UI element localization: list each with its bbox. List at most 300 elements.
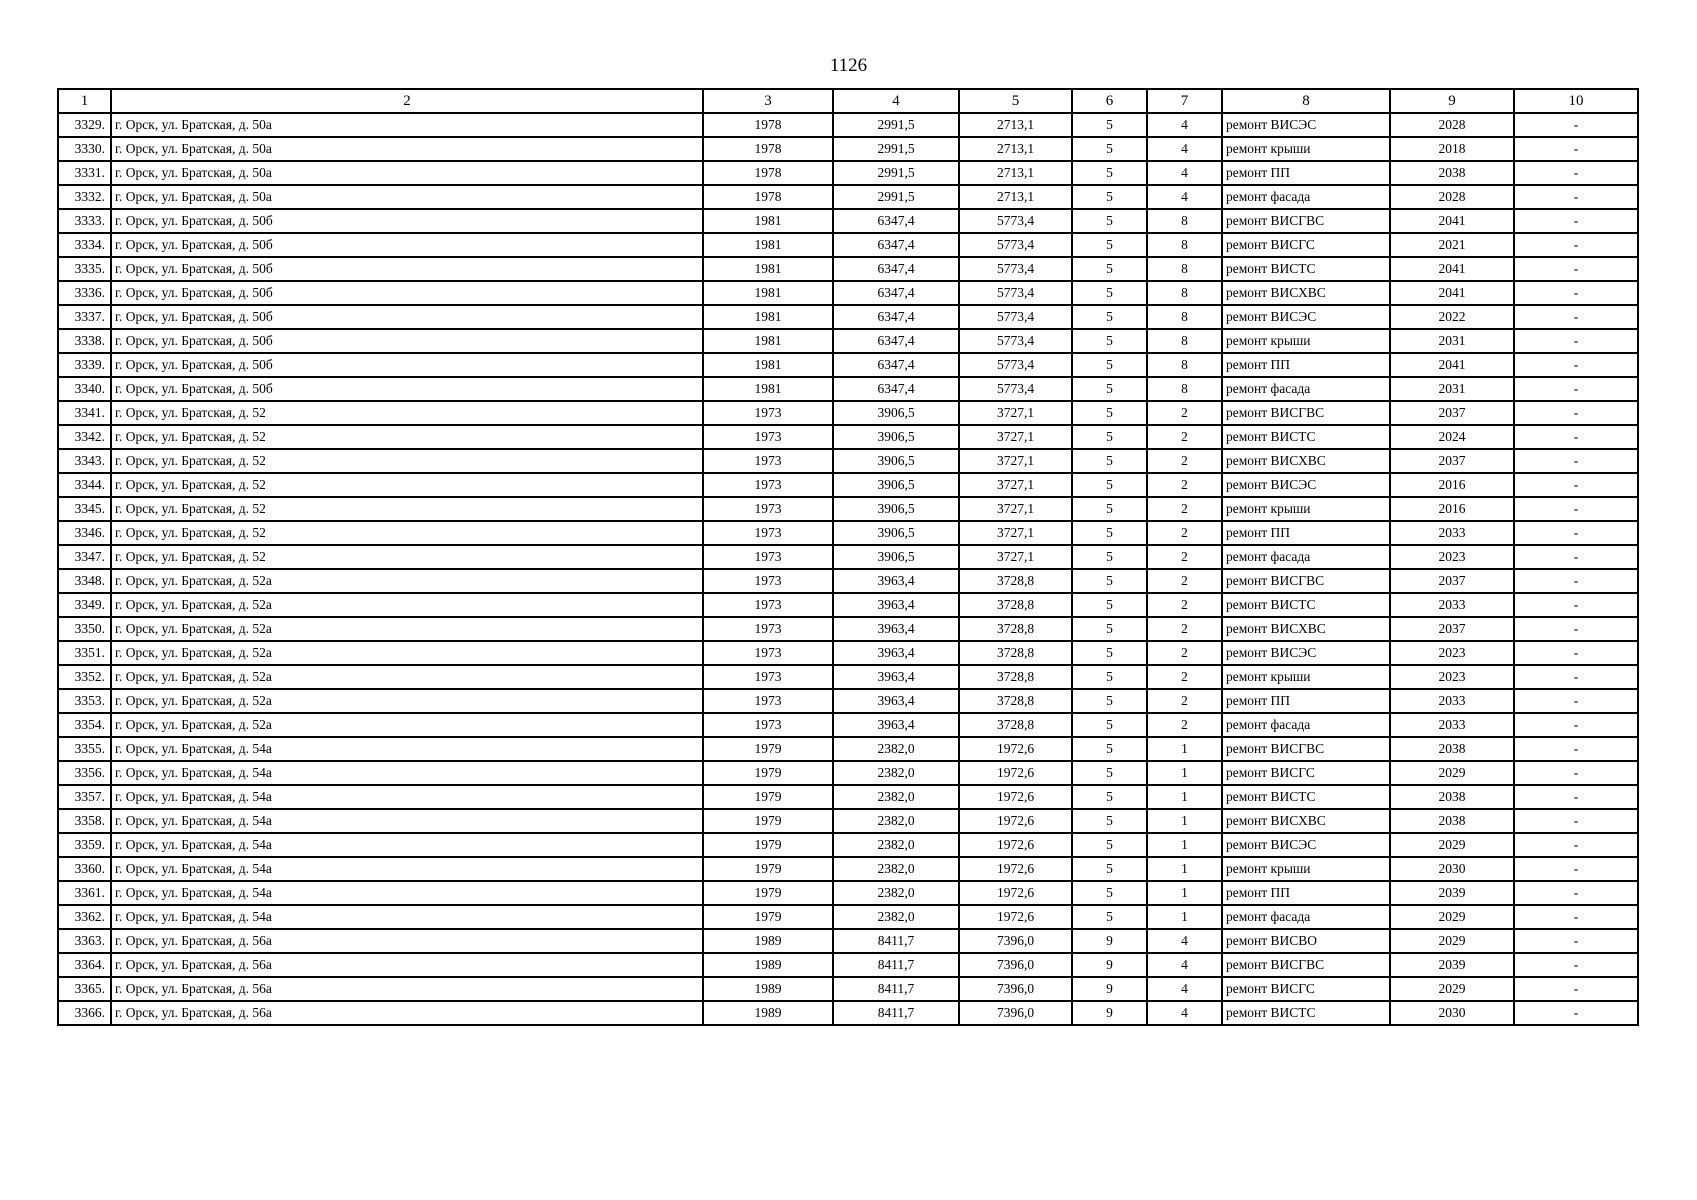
column-header: 8 (1222, 89, 1390, 113)
address-cell: г. Орск, ул. Братская, д. 52а (111, 665, 703, 689)
address-cell: г. Орск, ул. Братская, д. 52 (111, 473, 703, 497)
address-cell: г. Орск, ул. Братская, д. 52 (111, 401, 703, 425)
planned-year-cell: 2021 (1390, 233, 1514, 257)
note-cell: - (1514, 761, 1638, 785)
year-built-cell: 1981 (703, 377, 833, 401)
total-area-cell: 3963,4 (833, 641, 959, 665)
column-header: 5 (959, 89, 1072, 113)
living-area-cell: 1972,6 (959, 881, 1072, 905)
address-cell: г. Орск, ул. Братская, д. 54а (111, 905, 703, 929)
floors-cell: 5 (1072, 785, 1147, 809)
entrances-cell: 4 (1147, 137, 1222, 161)
planned-year-cell: 2029 (1390, 761, 1514, 785)
entrances-cell: 2 (1147, 473, 1222, 497)
note-cell: - (1514, 329, 1638, 353)
table-row (58, 641, 1638, 665)
repair-type-cell: ремонт крыши (1222, 857, 1390, 881)
row-number: 3350. (58, 617, 111, 641)
total-area-cell: 2382,0 (833, 785, 959, 809)
address-cell: г. Орск, ул. Братская, д. 50б (111, 281, 703, 305)
repair-type-cell: ремонт ВИСТС (1222, 1001, 1390, 1025)
living-area-cell: 3727,1 (959, 497, 1072, 521)
year-built-cell: 1973 (703, 473, 833, 497)
repair-type-cell: ремонт ВИСЭС (1222, 833, 1390, 857)
row-number: 3365. (58, 977, 111, 1001)
living-area-cell: 3727,1 (959, 521, 1072, 545)
total-area-cell: 3906,5 (833, 401, 959, 425)
floors-cell: 5 (1072, 761, 1147, 785)
table-row (58, 113, 1638, 137)
note-cell: - (1514, 1001, 1638, 1025)
total-area-cell: 6347,4 (833, 257, 959, 281)
planned-year-cell: 2033 (1390, 521, 1514, 545)
floors-cell: 5 (1072, 641, 1147, 665)
living-area-cell: 1972,6 (959, 809, 1072, 833)
total-area-cell: 8411,7 (833, 977, 959, 1001)
total-area-cell: 3963,4 (833, 569, 959, 593)
repair-type-cell: ремонт ВИСХВС (1222, 449, 1390, 473)
table-row (58, 617, 1638, 641)
row-number: 3347. (58, 545, 111, 569)
repair-type-cell: ремонт крыши (1222, 329, 1390, 353)
living-area-cell: 1972,6 (959, 737, 1072, 761)
note-cell: - (1514, 353, 1638, 377)
row-number: 3361. (58, 881, 111, 905)
row-number: 3348. (58, 569, 111, 593)
repair-type-cell: ремонт ПП (1222, 689, 1390, 713)
total-area-cell: 2382,0 (833, 737, 959, 761)
row-number: 3337. (58, 305, 111, 329)
table-row (58, 785, 1638, 809)
repair-schedule-table (57, 88, 1639, 1026)
address-cell: г. Орск, ул. Братская, д. 52а (111, 641, 703, 665)
repair-type-cell: ремонт крыши (1222, 137, 1390, 161)
entrances-cell: 2 (1147, 617, 1222, 641)
total-area-cell: 3963,4 (833, 617, 959, 641)
table-row (58, 233, 1638, 257)
planned-year-cell: 2031 (1390, 377, 1514, 401)
planned-year-cell: 2041 (1390, 257, 1514, 281)
entrances-cell: 1 (1147, 905, 1222, 929)
repair-type-cell: ремонт ВИСХВС (1222, 809, 1390, 833)
table-row (58, 809, 1638, 833)
table-row (58, 977, 1638, 1001)
repair-type-cell: ремонт ВИСЭС (1222, 113, 1390, 137)
year-built-cell: 1981 (703, 233, 833, 257)
planned-year-cell: 2033 (1390, 713, 1514, 737)
entrances-cell: 8 (1147, 353, 1222, 377)
planned-year-cell: 2038 (1390, 161, 1514, 185)
note-cell: - (1514, 953, 1638, 977)
floors-cell: 9 (1072, 953, 1147, 977)
address-cell: г. Орск, ул. Братская, д. 54а (111, 737, 703, 761)
year-built-cell: 1973 (703, 545, 833, 569)
year-built-cell: 1973 (703, 497, 833, 521)
living-area-cell: 5773,4 (959, 209, 1072, 233)
planned-year-cell: 2029 (1390, 905, 1514, 929)
row-number: 3330. (58, 137, 111, 161)
year-built-cell: 1989 (703, 953, 833, 977)
repair-type-cell: ремонт ВИСГВС (1222, 953, 1390, 977)
planned-year-cell: 2016 (1390, 473, 1514, 497)
entrances-cell: 1 (1147, 881, 1222, 905)
total-area-cell: 3963,4 (833, 665, 959, 689)
year-built-cell: 1978 (703, 113, 833, 137)
entrances-cell: 4 (1147, 161, 1222, 185)
year-built-cell: 1973 (703, 617, 833, 641)
table-header-row (58, 89, 1638, 113)
note-cell: - (1514, 209, 1638, 233)
table-row (58, 305, 1638, 329)
table-row (58, 401, 1638, 425)
repair-type-cell: ремонт ВИСТС (1222, 593, 1390, 617)
address-cell: г. Орск, ул. Братская, д. 50а (111, 113, 703, 137)
column-header: 1 (58, 89, 111, 113)
planned-year-cell: 2037 (1390, 401, 1514, 425)
living-area-cell: 2713,1 (959, 113, 1072, 137)
table-row (58, 569, 1638, 593)
living-area-cell: 3728,8 (959, 569, 1072, 593)
planned-year-cell: 2037 (1390, 569, 1514, 593)
year-built-cell: 1979 (703, 761, 833, 785)
total-area-cell: 2382,0 (833, 833, 959, 857)
note-cell: - (1514, 809, 1638, 833)
year-built-cell: 1973 (703, 521, 833, 545)
note-cell: - (1514, 233, 1638, 257)
note-cell: - (1514, 569, 1638, 593)
entrances-cell: 1 (1147, 785, 1222, 809)
planned-year-cell: 2030 (1390, 857, 1514, 881)
planned-year-cell: 2029 (1390, 929, 1514, 953)
address-cell: г. Орск, ул. Братская, д. 52а (111, 617, 703, 641)
living-area-cell: 7396,0 (959, 929, 1072, 953)
repair-type-cell: ремонт ПП (1222, 353, 1390, 377)
note-cell: - (1514, 593, 1638, 617)
table-row (58, 881, 1638, 905)
repair-type-cell: ремонт ВИСТС (1222, 257, 1390, 281)
floors-cell: 5 (1072, 545, 1147, 569)
entrances-cell: 2 (1147, 425, 1222, 449)
floors-cell: 5 (1072, 209, 1147, 233)
floors-cell: 5 (1072, 161, 1147, 185)
row-number: 3355. (58, 737, 111, 761)
repair-type-cell: ремонт фасада (1222, 905, 1390, 929)
planned-year-cell: 2024 (1390, 425, 1514, 449)
total-area-cell: 8411,7 (833, 953, 959, 977)
table-row (58, 521, 1638, 545)
floors-cell: 5 (1072, 305, 1147, 329)
row-number: 3331. (58, 161, 111, 185)
row-number: 3345. (58, 497, 111, 521)
address-cell: г. Орск, ул. Братская, д. 50б (111, 329, 703, 353)
address-cell: г. Орск, ул. Братская, д. 52 (111, 425, 703, 449)
note-cell: - (1514, 737, 1638, 761)
entrances-cell: 2 (1147, 689, 1222, 713)
floors-cell: 5 (1072, 257, 1147, 281)
repair-type-cell: ремонт ВИСГС (1222, 977, 1390, 1001)
entrances-cell: 4 (1147, 1001, 1222, 1025)
floors-cell: 5 (1072, 329, 1147, 353)
floors-cell: 5 (1072, 809, 1147, 833)
address-cell: г. Орск, ул. Братская, д. 56а (111, 953, 703, 977)
repair-type-cell: ремонт фасада (1222, 545, 1390, 569)
year-built-cell: 1979 (703, 809, 833, 833)
row-number: 3343. (58, 449, 111, 473)
planned-year-cell: 2041 (1390, 353, 1514, 377)
year-built-cell: 1973 (703, 641, 833, 665)
living-area-cell: 5773,4 (959, 305, 1072, 329)
address-cell: г. Орск, ул. Братская, д. 52 (111, 449, 703, 473)
address-cell: г. Орск, ул. Братская, д. 52а (111, 713, 703, 737)
row-number: 3334. (58, 233, 111, 257)
planned-year-cell: 2028 (1390, 113, 1514, 137)
column-header: 4 (833, 89, 959, 113)
total-area-cell: 3906,5 (833, 497, 959, 521)
table-row (58, 857, 1638, 881)
repair-type-cell: ремонт ВИСГВС (1222, 569, 1390, 593)
living-area-cell: 7396,0 (959, 977, 1072, 1001)
planned-year-cell: 2037 (1390, 449, 1514, 473)
entrances-cell: 2 (1147, 401, 1222, 425)
year-built-cell: 1979 (703, 785, 833, 809)
year-built-cell: 1979 (703, 857, 833, 881)
table-row (58, 497, 1638, 521)
living-area-cell: 3728,8 (959, 617, 1072, 641)
year-built-cell: 1989 (703, 1001, 833, 1025)
total-area-cell: 6347,4 (833, 233, 959, 257)
year-built-cell: 1973 (703, 665, 833, 689)
planned-year-cell: 2029 (1390, 833, 1514, 857)
living-area-cell: 1972,6 (959, 785, 1072, 809)
year-built-cell: 1973 (703, 689, 833, 713)
repair-type-cell: ремонт ВИСГВС (1222, 737, 1390, 761)
row-number: 3351. (58, 641, 111, 665)
table-row (58, 281, 1638, 305)
total-area-cell: 2382,0 (833, 809, 959, 833)
note-cell: - (1514, 641, 1638, 665)
row-number: 3359. (58, 833, 111, 857)
planned-year-cell: 2033 (1390, 689, 1514, 713)
entrances-cell: 2 (1147, 545, 1222, 569)
living-area-cell: 3727,1 (959, 473, 1072, 497)
planned-year-cell: 2029 (1390, 977, 1514, 1001)
address-cell: г. Орск, ул. Братская, д. 54а (111, 833, 703, 857)
year-built-cell: 1973 (703, 569, 833, 593)
address-cell: г. Орск, ул. Братская, д. 52а (111, 569, 703, 593)
planned-year-cell: 2028 (1390, 185, 1514, 209)
floors-cell: 5 (1072, 497, 1147, 521)
living-area-cell: 5773,4 (959, 329, 1072, 353)
note-cell: - (1514, 713, 1638, 737)
planned-year-cell: 2022 (1390, 305, 1514, 329)
address-cell: г. Орск, ул. Братская, д. 50а (111, 161, 703, 185)
note-cell: - (1514, 185, 1638, 209)
planned-year-cell: 2033 (1390, 593, 1514, 617)
column-header: 10 (1514, 89, 1638, 113)
year-built-cell: 1981 (703, 281, 833, 305)
address-cell: г. Орск, ул. Братская, д. 54а (111, 857, 703, 881)
note-cell: - (1514, 305, 1638, 329)
row-number: 3356. (58, 761, 111, 785)
repair-type-cell: ремонт ВИСГС (1222, 761, 1390, 785)
year-built-cell: 1979 (703, 905, 833, 929)
repair-type-cell: ремонт фасада (1222, 185, 1390, 209)
floors-cell: 5 (1072, 377, 1147, 401)
table-row (58, 665, 1638, 689)
living-area-cell: 1972,6 (959, 905, 1072, 929)
repair-type-cell: ремонт ВИСВО (1222, 929, 1390, 953)
row-number: 3338. (58, 329, 111, 353)
table-row (58, 257, 1638, 281)
year-built-cell: 1981 (703, 257, 833, 281)
address-cell: г. Орск, ул. Братская, д. 56а (111, 1001, 703, 1025)
floors-cell: 5 (1072, 281, 1147, 305)
address-cell: г. Орск, ул. Братская, д. 52 (111, 497, 703, 521)
note-cell: - (1514, 377, 1638, 401)
repair-type-cell: ремонт ВИСХВС (1222, 281, 1390, 305)
total-area-cell: 3963,4 (833, 713, 959, 737)
living-area-cell: 3727,1 (959, 545, 1072, 569)
floors-cell: 5 (1072, 401, 1147, 425)
column-header: 2 (111, 89, 703, 113)
entrances-cell: 2 (1147, 569, 1222, 593)
total-area-cell: 2991,5 (833, 137, 959, 161)
planned-year-cell: 2018 (1390, 137, 1514, 161)
living-area-cell: 5773,4 (959, 281, 1072, 305)
living-area-cell: 3728,8 (959, 593, 1072, 617)
address-cell: г. Орск, ул. Братская, д. 50б (111, 233, 703, 257)
living-area-cell: 3727,1 (959, 425, 1072, 449)
row-number: 3346. (58, 521, 111, 545)
address-cell: г. Орск, ул. Братская, д. 52 (111, 521, 703, 545)
total-area-cell: 3963,4 (833, 689, 959, 713)
note-cell: - (1514, 689, 1638, 713)
table-row (58, 449, 1638, 473)
address-cell: г. Орск, ул. Братская, д. 54а (111, 761, 703, 785)
living-area-cell: 3728,8 (959, 665, 1072, 689)
table-row (58, 161, 1638, 185)
note-cell: - (1514, 977, 1638, 1001)
column-header: 6 (1072, 89, 1147, 113)
floors-cell: 5 (1072, 185, 1147, 209)
row-number: 3363. (58, 929, 111, 953)
living-area-cell: 2713,1 (959, 161, 1072, 185)
table-row (58, 833, 1638, 857)
total-area-cell: 6347,4 (833, 305, 959, 329)
row-number: 3342. (58, 425, 111, 449)
repair-type-cell: ремонт ВИСЭС (1222, 305, 1390, 329)
table-row (58, 713, 1638, 737)
repair-type-cell: ремонт фасада (1222, 377, 1390, 401)
entrances-cell: 1 (1147, 737, 1222, 761)
floors-cell: 5 (1072, 713, 1147, 737)
note-cell: - (1514, 665, 1638, 689)
row-number: 3354. (58, 713, 111, 737)
living-area-cell: 5773,4 (959, 377, 1072, 401)
repair-type-cell: ремонт ВИСТС (1222, 785, 1390, 809)
living-area-cell: 3727,1 (959, 401, 1072, 425)
address-cell: г. Орск, ул. Братская, д. 52а (111, 689, 703, 713)
floors-cell: 5 (1072, 665, 1147, 689)
planned-year-cell: 2038 (1390, 809, 1514, 833)
table-row (58, 353, 1638, 377)
entrances-cell: 2 (1147, 497, 1222, 521)
entrances-cell: 4 (1147, 113, 1222, 137)
entrances-cell: 8 (1147, 329, 1222, 353)
total-area-cell: 2382,0 (833, 761, 959, 785)
planned-year-cell: 2041 (1390, 281, 1514, 305)
living-area-cell: 1972,6 (959, 833, 1072, 857)
total-area-cell: 2991,5 (833, 161, 959, 185)
planned-year-cell: 2016 (1390, 497, 1514, 521)
table-row (58, 689, 1638, 713)
total-area-cell: 2991,5 (833, 113, 959, 137)
repair-type-cell: ремонт ВИСГС (1222, 233, 1390, 257)
total-area-cell: 3906,5 (833, 425, 959, 449)
floors-cell: 9 (1072, 1001, 1147, 1025)
year-built-cell: 1973 (703, 713, 833, 737)
floors-cell: 5 (1072, 137, 1147, 161)
address-cell: г. Орск, ул. Братская, д. 52 (111, 545, 703, 569)
note-cell: - (1514, 257, 1638, 281)
total-area-cell: 6347,4 (833, 377, 959, 401)
year-built-cell: 1978 (703, 185, 833, 209)
floors-cell: 5 (1072, 617, 1147, 641)
row-number: 3333. (58, 209, 111, 233)
living-area-cell: 5773,4 (959, 233, 1072, 257)
note-cell: - (1514, 929, 1638, 953)
planned-year-cell: 2039 (1390, 881, 1514, 905)
year-built-cell: 1979 (703, 881, 833, 905)
repair-type-cell: ремонт ВИСХВС (1222, 617, 1390, 641)
total-area-cell: 3906,5 (833, 521, 959, 545)
year-built-cell: 1981 (703, 353, 833, 377)
total-area-cell: 8411,7 (833, 1001, 959, 1025)
repair-type-cell: ремонт ВИСГВС (1222, 401, 1390, 425)
table-row (58, 329, 1638, 353)
row-number: 3332. (58, 185, 111, 209)
note-cell: - (1514, 113, 1638, 137)
repair-type-cell: ремонт крыши (1222, 497, 1390, 521)
entrances-cell: 2 (1147, 449, 1222, 473)
floors-cell: 5 (1072, 521, 1147, 545)
floors-cell: 5 (1072, 737, 1147, 761)
note-cell: - (1514, 785, 1638, 809)
entrances-cell: 8 (1147, 377, 1222, 401)
entrances-cell: 8 (1147, 305, 1222, 329)
row-number: 3339. (58, 353, 111, 377)
living-area-cell: 3727,1 (959, 449, 1072, 473)
total-area-cell: 2382,0 (833, 905, 959, 929)
entrances-cell: 2 (1147, 665, 1222, 689)
planned-year-cell: 2039 (1390, 953, 1514, 977)
floors-cell: 5 (1072, 881, 1147, 905)
address-cell: г. Орск, ул. Братская, д. 50б (111, 305, 703, 329)
total-area-cell: 2991,5 (833, 185, 959, 209)
table-row (58, 929, 1638, 953)
table-row (58, 905, 1638, 929)
repair-type-cell: ремонт ПП (1222, 521, 1390, 545)
entrances-cell: 4 (1147, 929, 1222, 953)
address-cell: г. Орск, ул. Братская, д. 50б (111, 209, 703, 233)
floors-cell: 5 (1072, 689, 1147, 713)
note-cell: - (1514, 833, 1638, 857)
entrances-cell: 4 (1147, 185, 1222, 209)
row-number: 3349. (58, 593, 111, 617)
entrances-cell: 1 (1147, 761, 1222, 785)
address-cell: г. Орск, ул. Братская, д. 56а (111, 977, 703, 1001)
address-cell: г. Орск, ул. Братская, д. 52а (111, 593, 703, 617)
